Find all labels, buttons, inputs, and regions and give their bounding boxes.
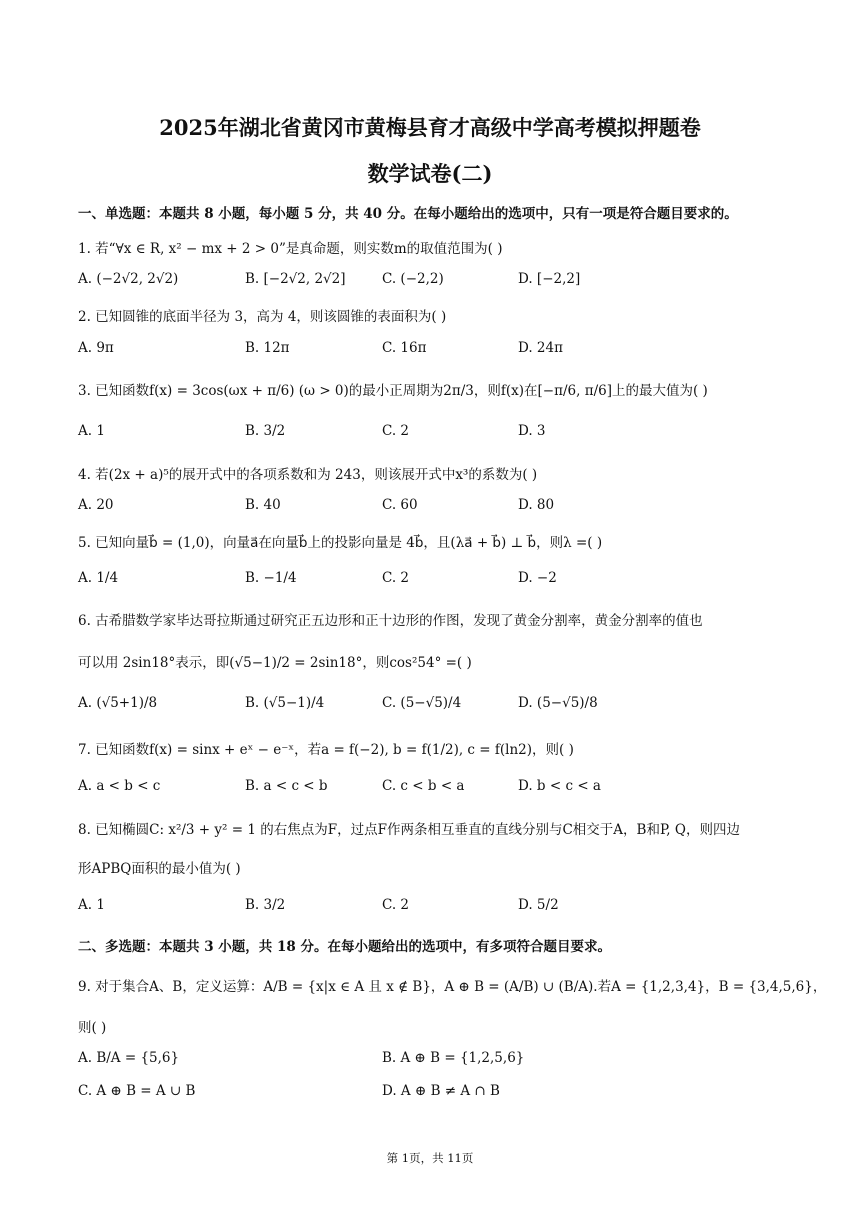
question-1-option-c: C. (−2,2)	[382, 271, 444, 287]
question-1-option-a: A. (−2√2, 2√2)	[78, 271, 179, 287]
page-title: 2025年湖北省黄冈市黄梅县育才高级中学高考模拟押题卷	[159, 115, 701, 140]
question-8-option-b: B. 3/2	[245, 897, 286, 913]
question-3-stem: 3. 已知函数f(x) = 3cos(ωx + π/6) (ω > 0)的最小正周期为2π/3，则f(x)在[−π/6, π/6]上的最大值为( )	[78, 383, 708, 399]
question-1-option-d: D. [−2,2]	[518, 271, 581, 287]
question-4-stem: 4. 若(2x + a)⁵的展开式中的各项系数和为 243，则该展开式中x³的系数为( )	[78, 467, 538, 483]
question-2-option-a: A. 9π	[78, 340, 114, 356]
question-9-option-d: D. A ⊕ B ≠ A ∩ B	[382, 1083, 500, 1099]
question-7-option-c: C. c < b < a	[382, 778, 465, 794]
question-5-option-b: B. −1/4	[245, 570, 297, 586]
question-3-option-a: A. 1	[78, 423, 105, 439]
question-8-option-a: A. 1	[78, 897, 105, 913]
question-1-option-b: B. [−2√2, 2√2]	[245, 271, 346, 287]
question-3-option-c: C. 2	[382, 423, 410, 439]
question-3-option-b: B. 3/2	[245, 423, 286, 439]
question-9-stem-line-2: 则( )	[78, 1020, 107, 1036]
question-8-option-d: D. 5/2	[518, 897, 559, 913]
section-heading-single: 一、单选题：本题共 8 小题，每小题 5 分，共 40 分。在每小题给出的选项中，只有一项是符合题目要求的。	[78, 206, 738, 222]
question-4-option-d: D. 80	[518, 497, 555, 513]
question-9-stem-line-1: 9. 对于集合A、B，定义运算：A/B = {x|x ∈ A 且 x ∉ B}，A ⊕ B = (A/B) ∪ (B/A).若A = {1,2,3,4}，B = {3,4,5,6}，	[78, 979, 827, 995]
question-5-option-a: A. 1/4	[78, 570, 119, 586]
question-6-option-d: D. (5−√5)/8	[518, 695, 598, 711]
question-3-option-d: D. 3	[518, 423, 546, 439]
question-2-option-c: C. 16π	[382, 340, 427, 356]
question-5-option-d: D. −2	[518, 570, 557, 586]
question-6-option-a: A. (√5+1)/8	[78, 695, 158, 711]
question-8-stem-line-2: 形APBQ面积的最小值为( )	[78, 861, 241, 877]
page-subtitle: 数学试卷(二)	[367, 161, 493, 186]
question-5-stem: 5. 已知向量b⃗ = (1,0)，向量a⃗在向量b⃗上的投影向量是 4b⃗，且(λa⃗ + b⃗) ⊥ b⃗，则λ =( )	[78, 535, 603, 551]
question-2-stem: 2. 已知圆锥的底面半径为 3，高为 4，则该圆锥的表面积为( )	[78, 309, 447, 325]
question-4-option-c: C. 60	[382, 497, 418, 513]
section-heading-multiple: 二、多选题：本题共 3 小题，共 18 分。在每小题给出的选项中，有多项符合题目要求。	[78, 939, 611, 955]
question-6-option-b: B. (√5−1)/4	[245, 695, 325, 711]
question-9-option-c: C. A ⊕ B = A ∪ B	[78, 1083, 196, 1099]
question-6-stem-line-1: 6. 古希腊数学家毕达哥拉斯通过研究正五边形和正十边形的作图，发现了黄金分割率，黄金分割率的值也	[78, 613, 703, 629]
question-8-stem-line-1: 8. 已知椭圆C: x²/3 + y² = 1 的右焦点为F，过点F作两条相互垂直的直线分别与C相交于A，B和P, Q，则四边	[78, 822, 740, 838]
question-2-option-d: D. 24π	[518, 340, 563, 356]
question-7-option-b: B. a < c < b	[245, 778, 328, 794]
question-4-option-a: A. 20	[78, 497, 114, 513]
question-1-stem: 1. 若“∀x ∈ R, x² − mx + 2 > 0”是真命题，则实数m的取值范围为( )	[78, 241, 503, 257]
question-7-option-a: A. a < b < c	[78, 778, 161, 794]
page-footer: 第 1页，共 11页	[386, 1151, 474, 1165]
question-6-option-c: C. (5−√5)/4	[382, 695, 462, 711]
question-7-option-d: D. b < c < a	[518, 778, 601, 794]
question-2-option-b: B. 12π	[245, 340, 290, 356]
question-9-option-a: A. B/A = {5,6}	[78, 1050, 180, 1066]
question-6-stem-line-2: 可以用 2sin18°表示，即(√5−1)/2 = 2sin18°，则cos²54° =( )	[78, 655, 472, 671]
question-9-option-b: B. A ⊕ B = {1,2,5,6}	[382, 1050, 525, 1066]
question-5-option-c: C. 2	[382, 570, 410, 586]
question-7-stem: 7. 已知函数f(x) = sinx + eˣ − e⁻ˣ，若a = f(−2), b = f(1/2), c = f(ln2)，则( )	[78, 742, 574, 758]
question-8-option-c: C. 2	[382, 897, 410, 913]
question-4-option-b: B. 40	[245, 497, 281, 513]
